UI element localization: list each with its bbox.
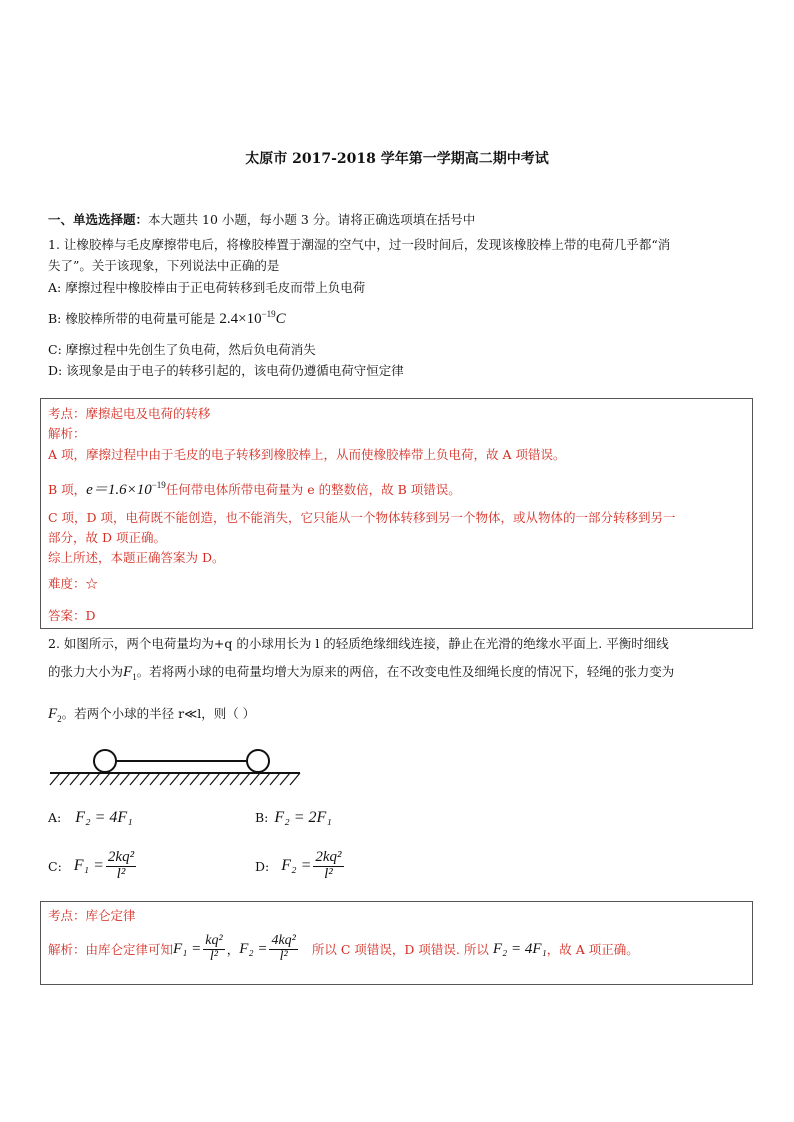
q2-option-b [255, 809, 332, 827]
a1-summary: 综上所述，本题正确答案为 D。 [48, 550, 225, 565]
a2-f1-numerator: kq² [205, 933, 223, 948]
q2-option-c-fraction [106, 850, 136, 883]
q2-option-a-label: A: [48, 810, 62, 825]
q1-stem-line1: 1. 让橡胶棒与毛皮摩擦带电后，将橡胶棒置于潮湿的空气中，过一段时间后，发现该橡胶棒上带的电荷几乎都“消 [48, 237, 671, 252]
q1-option-c: C: 摩擦过程中先创生了负电荷，然后负电荷消失 [48, 342, 316, 357]
a1-jiexi-label: 解析： [48, 426, 86, 441]
a1-line-cd-1: C 项，D 项，电荷既不能创造，也不能消失，它只能从一个物体转移到另一个物体，或从物体的一部分转移到另一 [48, 510, 676, 525]
q2-f1-subscript: 1 [132, 672, 137, 682]
a2-jiexi-prefix: 解析：由库仑定律可知 [48, 942, 174, 958]
q2-f1-letter: F [123, 664, 133, 680]
a2-jiexi-middle: 所以 C 项错误，D 项错误. 所以 [311, 942, 489, 958]
a1-line-b-suffix: 任何带电体所带电荷量为 e 的整数倍，故 B 项错误。 [165, 482, 461, 497]
q1-option-b [48, 309, 286, 328]
q2-stem-line3-text: 。若两个小球的半径 r≪l，则（ ） [61, 706, 256, 721]
q1-option-d: D: 该现象是由于电子的转移引起的，该电荷仍遵循电荷守恒定律 [48, 363, 404, 378]
q2-stem-line3 [48, 704, 255, 724]
q2-option-d-denominator: l² [324, 865, 333, 882]
page-title: 太原市 2017-2018 学年第一学期高二期中考试 [245, 151, 549, 167]
q2-option-d-lhs: F₂ = [281, 857, 312, 875]
q2-stem-line2-suffix: 。若将两小球的电荷量均增大为原来的两倍，在不改变电性及细绳长度的情况下，轻绳的张力变为 [136, 664, 675, 679]
q1-option-a: A: 摩擦过程中橡胶棒由于正电荷转移到毛皮而带上负电荷 [48, 280, 366, 295]
q2-option-d-fraction [313, 850, 343, 883]
q1-option-b-text: B: 橡胶棒所带的电荷量可能是 [48, 311, 216, 326]
a1-line-b-exponent: −19 [151, 480, 166, 490]
a2-kaodian: 考点：库仑定律 [48, 908, 136, 923]
q2-option-c [48, 850, 138, 883]
q2-option-a [48, 809, 133, 827]
q2-option-d-label: D: [255, 858, 270, 874]
a1-line-b-prefix: B 项， [48, 482, 87, 497]
q2-option-b-label: B: [255, 810, 269, 825]
q1-stem-line2: 失了”。关于该现象，下列说法中正确的是 [48, 258, 280, 273]
ground-hatching [50, 773, 300, 785]
q2-option-d [255, 850, 346, 883]
a2-f3-formula: F₂ = 4F₁ [492, 940, 547, 957]
a2-f1-lhs: F₁ = [173, 940, 202, 957]
q1-option-b-mantissa: 2.4×10 [219, 311, 262, 327]
q2-option-c-denominator: l² [116, 865, 126, 882]
right-charge-ball [247, 750, 269, 772]
a1-line-b-mantissa: e＝1.6×10 [86, 482, 152, 498]
q2-option-c-lhs: F₁ = [73, 857, 104, 875]
a2-jiexi-end: ，故 A 项正确。 [546, 942, 639, 958]
a2-comma: ， [226, 942, 240, 958]
q2-option-c-label: C: [48, 858, 62, 874]
a2-f2-fraction [269, 934, 297, 964]
q2-stem-line1: 2. 如图所示，两个电荷量均为+q 的小球用长为 l 的轻质绝缘细线连接，静止在光滑的绝缘水平面上. 平衡时细线 [48, 636, 669, 651]
q2-option-c-numerator: 2kq² [107, 849, 135, 865]
a2-f1-fraction [203, 934, 224, 964]
q2-option-b-formula: F₂ = 2F₁ [274, 809, 332, 826]
a1-kaodian: 考点：摩擦起电及电荷的转移 [48, 406, 211, 421]
a1-line-b-formula [86, 482, 166, 498]
a1-difficulty: 难度：☆ [48, 576, 99, 591]
a2-f1-denominator: l² [209, 948, 219, 964]
a2-f2-lhs: F₂ = [239, 940, 268, 957]
two-charges-figure [48, 740, 304, 788]
section-title: 一、单选选择题： [48, 212, 149, 227]
a2-jiexi-line [48, 934, 639, 964]
a1-answer: 答案：D [48, 608, 96, 623]
q2-f2-letter: F [48, 706, 58, 722]
a1-line-b [48, 478, 461, 499]
q2-option-a-formula: F₂ = 4F₁ [75, 809, 133, 826]
a1-line-cd-2: 部分，故 D 项正确。 [48, 530, 166, 545]
q2-f1-symbol [123, 664, 137, 680]
a2-f2-numerator: 4kq² [271, 933, 296, 948]
section-heading [48, 210, 475, 228]
q1-option-b-unit: C [275, 311, 286, 327]
q1-option-b-exponent: −19 [261, 309, 276, 319]
left-charge-ball [94, 750, 116, 772]
a1-line-a: A 项，摩擦过程中由于毛皮的电子转移到橡胶棒上，从而使橡胶棒带上负电荷，故 A 项错误。 [48, 447, 566, 462]
q2-f2-subscript: 2 [57, 714, 62, 724]
section-instruction: 本大题共 10 小题，每小题 3 分。请将正确选项填在括号中 [148, 212, 476, 227]
q1-option-b-value [219, 311, 285, 327]
q2-stem-line2-prefix: 的张力大小为 [48, 664, 124, 679]
q2-stem-line2 [48, 662, 674, 682]
a2-f2-denominator: l² [279, 948, 288, 964]
q2-f2-symbol [48, 706, 62, 722]
q2-option-d-numerator: 2kq² [315, 849, 342, 865]
